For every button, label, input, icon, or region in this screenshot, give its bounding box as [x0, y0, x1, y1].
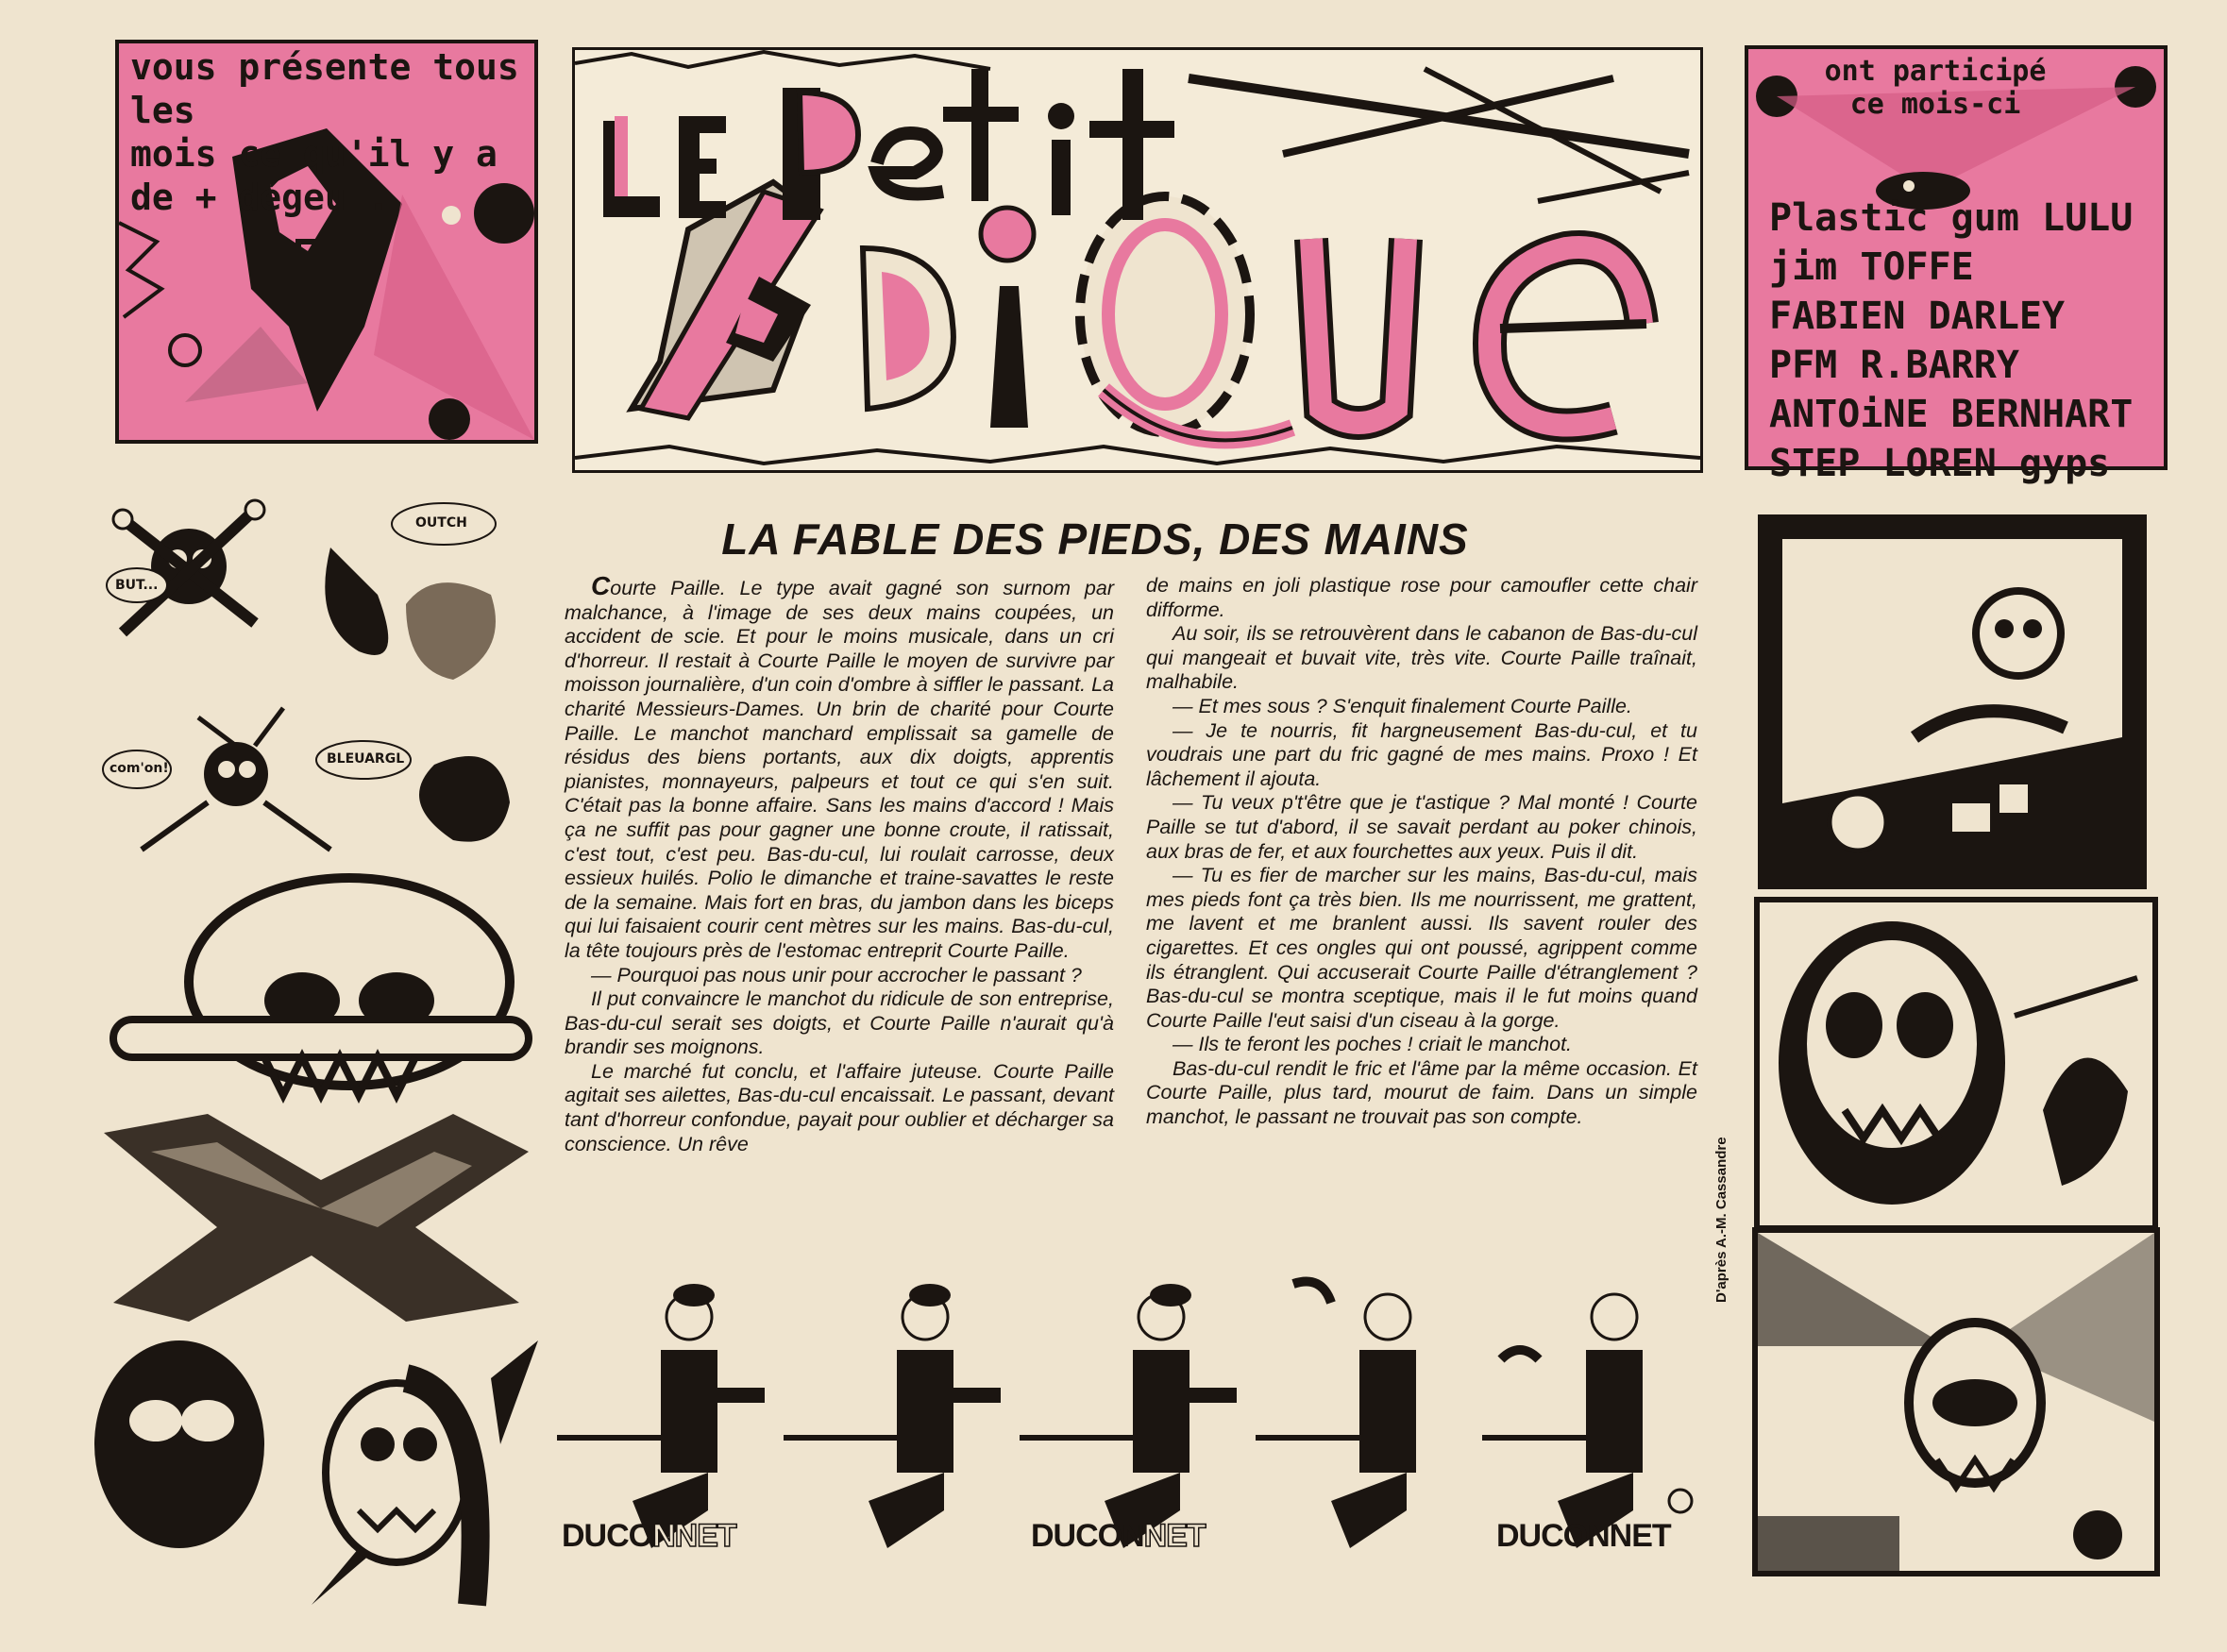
article-credit: D'après A.-M. Cassandre	[1713, 1137, 1729, 1303]
bubble-but: BUT...	[115, 578, 159, 593]
duconnet-logo-1	[562, 1518, 736, 1555]
article-paragraph: — Tu veux p't'être que je t'astique ? Mal monté ! Courte Paille se tut d'abord, il se savait perdant au poker chinois, aux bras de fer, et aux fourchettes aux yeux. Puis il dit.	[1146, 791, 1697, 863]
duconnet-logo-outline: NET	[1143, 1518, 1206, 1554]
article-paragraph: Bas-du-cul rendit le fric et l'âme par la même occasion. Et Courte Paille, plus tard, mourut de faim. Dans un simple manchot, le passant ne trouvait pas son compte.	[1146, 1056, 1697, 1129]
left-illustrations	[94, 491, 538, 1633]
contributors-heading-line: ce mois-ci	[1849, 88, 2021, 121]
duconnet-logo-solid: DUCONNET	[1496, 1518, 1671, 1554]
contributors-line: Plastic gum LULU	[1769, 196, 2134, 240]
article-paragraph: Courte Paille. Le type avait gagné son surnom par malchance, à l'image de ses deux mains coupées, un accident de scie. Et pour le moins musicale, dans un cri d'horreur. Il restait à Courte Paille le moyen de survivre par moisson journalière, d'un coin d'ombre à siffler le passant. La charité Messieurs-Dames. Un brin de charité pour Courte Paille. Le manchot manchard emplissait sa gamelle de résidus des biens portants, aux dix doigts, apprentis pianistes, monnayeurs, palpeurs et tout ce qui s'en suit. C'était pas la bonne affaire. Sans les mains d'accord ! Mais ça ne suffit pas pour gagner une bonne croute, il ratissait, c'est tout, c'est peu. Bas-du-cul, lui roulait carrosse, deux essieux huilés. Polio le dimanche et traine-savattes le reste de la semaine. Mais fort en bras, du jambon dans les biceps qui lui faisaient courir cent mètres sur les mains. Bas-du-cul, la tête toujours près de l'estomac entreprit Courte Paille.	[565, 571, 1114, 962]
intro-text	[130, 45, 546, 219]
duconnet-logo-outline: NNET	[652, 1518, 736, 1554]
article-paragraph: Au soir, ils se retrouvèrent dans le cabanon de Bas-du-cul qui mangeait et buvait vite, très vite. Courte Paille traînait, malhabile.	[1146, 622, 1697, 694]
contributors-line: PFM R.BARRY	[1769, 344, 2019, 387]
article-paragraph: — Et mes sous ? S'enquit finalement Courte Paille.	[1173, 694, 1632, 717]
comic-panel-3	[1752, 1227, 2160, 1576]
duconnet-strip	[548, 1274, 1718, 1576]
contributors-line: STEP LOREN gyps	[1769, 442, 2111, 485]
article-paragraph: de mains en joli plastique rose pour camoufler cette chair difforme.	[1146, 574, 1697, 621]
comic-panel-2	[1754, 897, 2158, 1231]
duconnet-logo-3	[1496, 1518, 1671, 1555]
contributors-line: ANTOiNE BERNHART	[1769, 393, 2134, 436]
bubble-comon: com'on!	[110, 761, 169, 776]
intro-line: mois ce qu'il y a	[130, 133, 498, 175]
article-paragraph: Il put convaincre le manchot du ridicule de son entreprise, Bas-du-cul serait ses doigts, et Courte Paille n'aurait qu'à brandir ses moignons.	[565, 987, 1114, 1059]
title-box	[572, 47, 1703, 473]
duconnet-logo-solid: DUCO	[562, 1518, 653, 1554]
article-paragraph: — Ils te feront les poches ! criait le manchot.	[1173, 1033, 1573, 1056]
skeleton-driver	[1763, 520, 2141, 884]
contributors-heading-line: ont participé	[1824, 55, 2047, 88]
intro-line: de + dégeu .	[130, 177, 390, 218]
bubble-bleuargl: BLEUARGL	[327, 751, 405, 767]
title-artwork	[575, 50, 1700, 470]
article-paragraph: — Je te nourris, fit hargneusement Bas-du-cul, et tu voudrais une part du fric gagné de mes mains. Proxo ! Et lâchement il ajouta.	[1146, 718, 1697, 790]
article-paragraph: — Tu es fier de marcher sur les mains, Bas-du-cul, mais mes pieds font ça très bien. Ils me nourrissent, me grattent, me lavent et me branlent aussi. Ils savent rouler des cigarettes. Et ces ongles qui ont poussé, agrippent comme ils étranglent. Qui accuserait Courte Paille d'étranglement ? Bas-du-cul se montra sceptique, mais il le fut moins quand Courte Paille l'eut saisi d'un ciseau à la gorge.	[1146, 864, 1697, 1032]
duconnet-logo-solid: DUCON	[1031, 1518, 1144, 1554]
intro-line: vous présente tous les	[130, 46, 519, 131]
skull-cartoons	[94, 491, 538, 1633]
article-paragraph: — Pourquoi pas nous unir pour accrocher le passant ?	[591, 963, 1082, 986]
article-title: LA FABLE DES PIEDS, DES MAINS	[721, 514, 1469, 564]
contributors-line: FABIEN DARLEY	[1769, 295, 2066, 338]
article-column-1	[565, 571, 1114, 1156]
contributors-list	[1769, 194, 2147, 488]
contributors-heading	[1813, 55, 2058, 121]
article-paragraph: Le marché fut conclu, et l'affaire juteuse. Courte Paille agitait ses ailettes, Bas-du-cul encaissait. Le passant, devant tant d'horreur confondue, payait pour oublier et décharger sa conscience. Un rêve	[565, 1059, 1114, 1155]
screaming-skeleton	[1760, 902, 2152, 1225]
duconnet-logo-2	[1031, 1518, 1206, 1555]
article-column-2	[1146, 574, 1697, 1130]
comic-panel-1	[1758, 514, 2147, 889]
skeleton-rays	[1758, 1233, 2154, 1571]
contributors-line: jim TOFFE	[1769, 245, 1974, 289]
bubble-outch: OUTCH	[415, 515, 467, 531]
